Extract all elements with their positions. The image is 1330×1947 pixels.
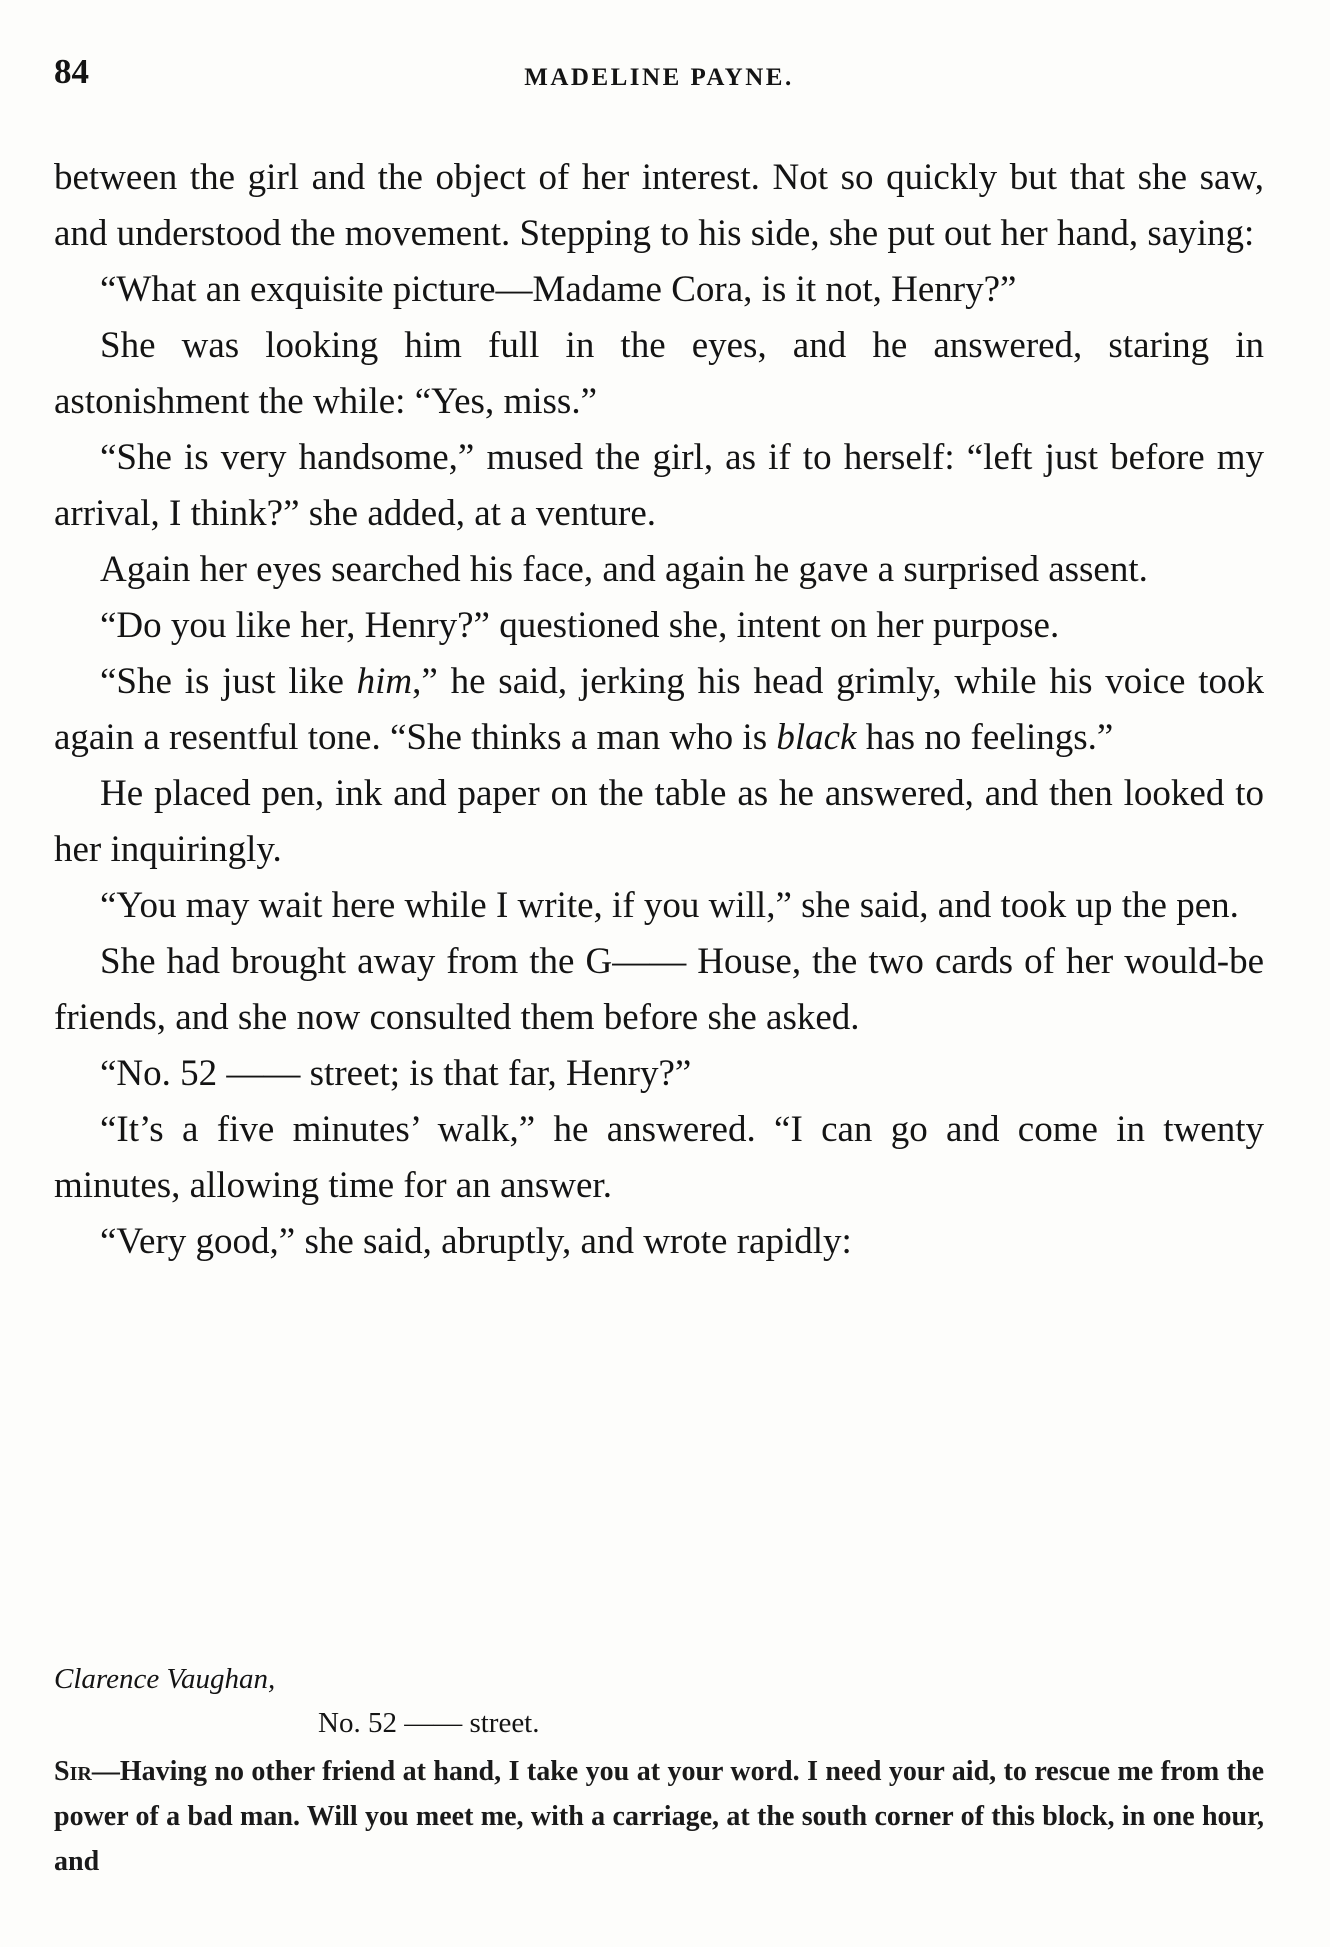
letter-text: —Having no other friend at hand, I take you at your word. I need your aid, to rescue me from the power of a bad man. Will you meet me, with a carriage, at the south corner of this block, in one hour, and [54, 1756, 1264, 1877]
body-text [54, 150, 1264, 1270]
page-number: 84 [54, 52, 89, 91]
paragraph: She had brought away from the G—— House, the two cards of her would-be friends, and she now consulted them before she asked. [54, 941, 1264, 1038]
emphasis-text: black [776, 717, 857, 758]
paragraph: “She is very handsome,” mused the girl, as if to herself: “left just before my arrival, I think?” she added, at a venture. [54, 437, 1264, 534]
paragraph: “What an exquisite picture—Madame Cora, is it not, Henry?” [100, 269, 1017, 310]
paragraph-text: “She is just like [100, 661, 357, 702]
paragraph-text: has no feelings.” [856, 717, 1114, 758]
letter-body [54, 1749, 1264, 1884]
letter-address: No. 52 —— street. [318, 1707, 540, 1739]
paragraph: “Very good,” she said, abruptly, and wrote rapidly: [100, 1221, 852, 1262]
letter [54, 1657, 1264, 1884]
paragraph: “No. 52 —— street; is that far, Henry?” [100, 1053, 692, 1094]
page-header [54, 52, 1264, 100]
paragraph: “You may wait here while I write, if you will,” she said, and took up the pen. [100, 885, 1239, 926]
paragraph: She was looking him full in the eyes, and he answered, staring in astonishment the while: “Yes, miss.” [54, 325, 1264, 422]
running-title: MADELINE PAYNE. [524, 64, 794, 91]
paragraph: He placed pen, ink and paper on the table as he answered, and then looked to her inquiringly. [54, 773, 1264, 870]
paragraph: between the girl and the object of her interest. Not so quickly but that she saw, and understood the movement. Stepping to his side, she put out her hand, saying: [54, 157, 1264, 254]
paragraph [54, 654, 1264, 766]
paragraph-text: ,” he said, jerking his head grimly, while his voice took again a resentful tone. “She thinks a man who is [54, 661, 1264, 758]
paragraph: “Do you like her, Henry?” questioned she, intent on her purpose. [100, 605, 1060, 646]
emphasis-text: him [356, 661, 413, 702]
letter-salutation: Sir [54, 1756, 92, 1787]
paragraph: Again her eyes searched his face, and again he gave a surprised assent. [100, 549, 1148, 590]
letter-addressee: Clarence Vaughan, [54, 1663, 276, 1695]
paragraph: “It’s a five minutes’ walk,” he answered. “I can go and come in twenty minutes, allowing time for an answer. [54, 1109, 1264, 1206]
